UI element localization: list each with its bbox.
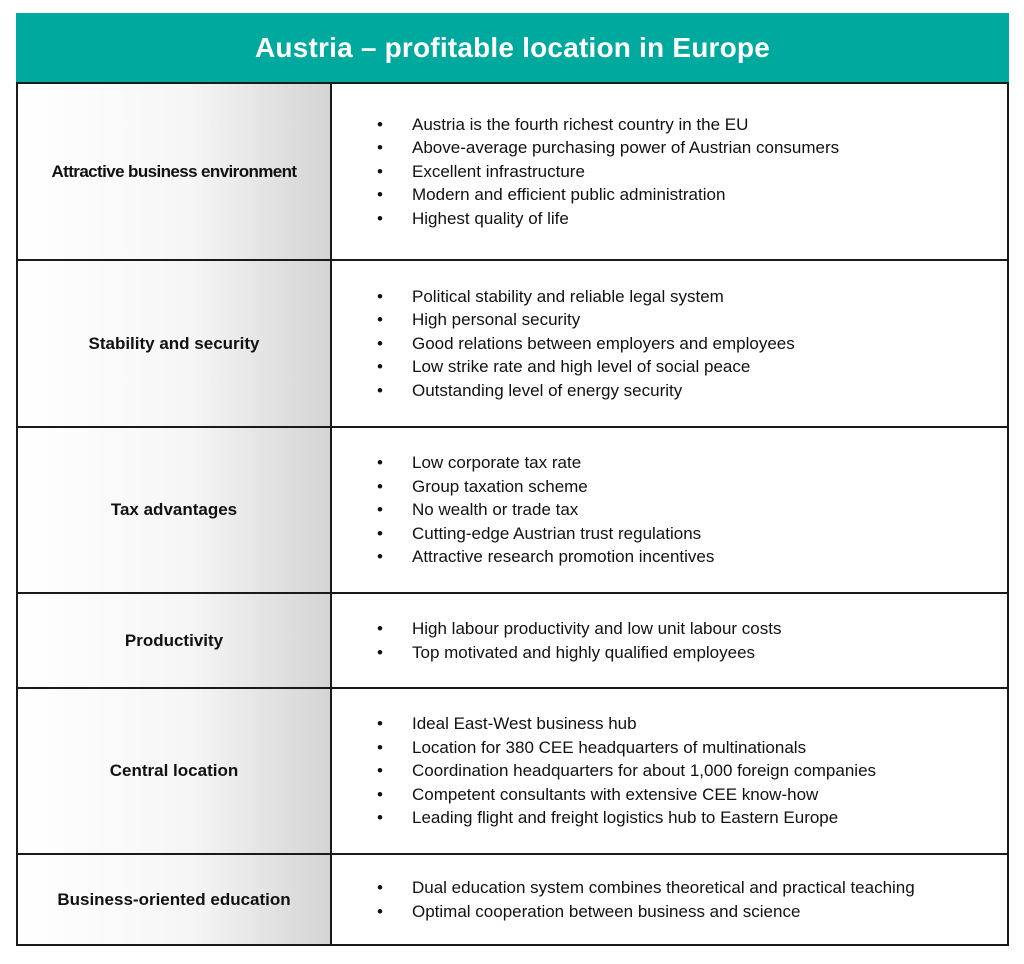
bullet-icon: • [377,642,383,662]
row-category: Tax advantages [18,428,332,592]
table-row [18,592,1007,687]
list-item: • Outstanding level of energy security [18,379,1007,403]
bullet-icon: • [377,357,383,377]
row-items [332,261,1007,426]
row-category: Central location [18,689,332,853]
row-category: Business-oriented education [18,855,332,944]
list-item: • Modern and efficient public administration [18,183,1007,207]
bullet-icon: • [377,877,383,897]
row-items [332,689,1007,853]
list-item: • Excellent infrastructure [18,160,1007,184]
list-item: • Low corporate tax rate [18,451,1007,475]
bullet-icon: • [377,808,383,828]
bullet-icon: • [377,380,383,400]
row-items [332,428,1007,592]
list-item: • Low strike rate and high level of social peace [18,355,1007,379]
bullet-icon: • [377,453,383,473]
bullet-icon: • [377,114,383,134]
bullet-icon: • [377,185,383,205]
bullet-icon: • [377,476,383,496]
list-item: • Coordination headquarters for about 1,000 foreign companies [18,759,1007,783]
list-item: • Highest quality of life [18,207,1007,231]
bullet-icon: • [377,523,383,543]
page-title: Austria – profitable location in Europe [255,32,770,63]
bullet-icon: • [377,714,383,734]
bullet-icon: • [377,500,383,520]
bullet-icon: • [377,901,383,921]
list-item: • Group taxation scheme [18,475,1007,499]
list-item: • Optimal cooperation between business and science [18,900,1007,924]
table-row [18,426,1007,592]
bullet-icon: • [377,547,383,567]
list-item: • Cutting-edge Austrian trust regulations [18,522,1007,546]
bullet-icon: • [377,737,383,757]
table-row [18,84,1007,259]
title-banner [16,13,1009,83]
bullet-icon: • [377,161,383,181]
row-category: Stability and security [18,261,332,426]
list-item: • Political stability and reliable legal system [18,285,1007,309]
list-item: • Ideal East-West business hub [18,712,1007,736]
bullet-icon: • [377,208,383,228]
bullet-icon: • [377,333,383,353]
row-category: Attractive business environment [18,84,332,259]
list-item: • Top motivated and highly qualified employees [18,641,1007,665]
bullet-icon: • [377,784,383,804]
row-category: Productivity [18,594,332,687]
list-item: • Austria is the fourth richest country in the EU [18,113,1007,137]
list-item: • High labour productivity and low unit labour costs [18,617,1007,641]
bullet-icon: • [377,138,383,158]
row-items [332,594,1007,687]
list-item: • Above-average purchasing power of Austrian consumers [18,136,1007,160]
list-item: • Competent consultants with extensive CEE know-how [18,783,1007,807]
list-item: • No wealth or trade tax [18,498,1007,522]
table-row [18,853,1007,944]
row-items [332,855,1007,944]
bullet-icon: • [377,761,383,781]
list-item: • Dual education system combines theoretical and practical teaching [18,876,1007,900]
table-row [18,687,1007,853]
list-item: • High personal security [18,308,1007,332]
list-item: • Location for 380 CEE headquarters of multinationals [18,736,1007,760]
table-row [18,259,1007,426]
advantages-table [16,82,1009,946]
list-item: • Leading flight and freight logistics hub to Eastern Europe [18,806,1007,830]
row-items [332,84,1007,259]
bullet-icon: • [377,618,383,638]
bullet-icon: • [377,310,383,330]
bullet-icon: • [377,286,383,306]
list-item: • Attractive research promotion incentives [18,545,1007,569]
list-item: • Good relations between employers and employees [18,332,1007,356]
